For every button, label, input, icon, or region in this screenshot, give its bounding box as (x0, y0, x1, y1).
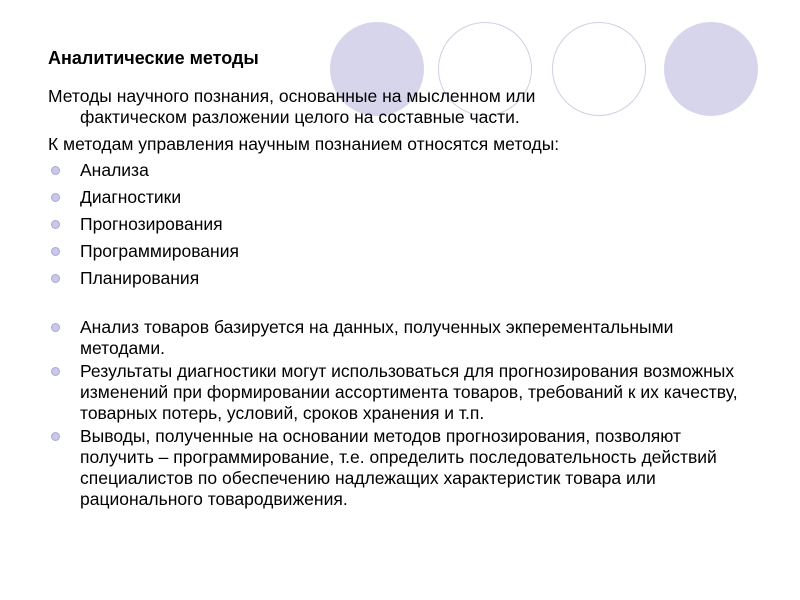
list-item (48, 160, 748, 181)
bullet-icon (51, 367, 60, 376)
method-label: Планирования (80, 268, 200, 288)
list-item (48, 241, 748, 262)
slide-title: Аналитические методы (48, 48, 259, 68)
notes-list (48, 317, 748, 510)
note-text: Выводы, полученные на основании методов прогнозирования, позволяют получить – программирование, т.е. определить последовательность действий специалистов по обеспечению надлежащих характеристик товара или рационального товародвижения. (80, 426, 717, 509)
bullet-icon (51, 274, 60, 283)
methods-list (48, 160, 748, 289)
list-item (48, 187, 748, 208)
bullet-icon (51, 166, 60, 175)
bullet-icon (51, 220, 60, 229)
method-label: Прогнозирования (80, 214, 223, 234)
list-item (48, 361, 748, 424)
intro-line-2: фактическом разложении целого на составные части. (80, 107, 520, 127)
method-label: Программирования (80, 241, 239, 261)
intro-line-1: Методы научного познания, основанные на мысленном или (48, 86, 536, 106)
list-item (48, 214, 748, 235)
note-text: Анализ товаров базируется на данных, полученных экперементальными методами. (80, 317, 674, 358)
note-text: Результаты диагностики могут использоваться для прогнозирования возможных изменений при формировании ассортимента товаров, требований к их качеству, товарных потерь, условий, сроков хранения и т.п. (80, 361, 738, 423)
method-label: Анализа (80, 160, 149, 180)
bullet-icon (51, 247, 60, 256)
bullet-icon (51, 323, 60, 332)
list-item (48, 317, 748, 359)
methods-heading: К методам управления научным познанием относятся методы: (48, 134, 560, 154)
bullet-icon (51, 432, 60, 441)
intro-paragraph (48, 86, 748, 128)
method-label: Диагностики (80, 187, 182, 207)
list-item (48, 426, 748, 510)
bullet-icon (51, 193, 60, 202)
slide-body (48, 86, 748, 512)
list-item (48, 268, 748, 289)
